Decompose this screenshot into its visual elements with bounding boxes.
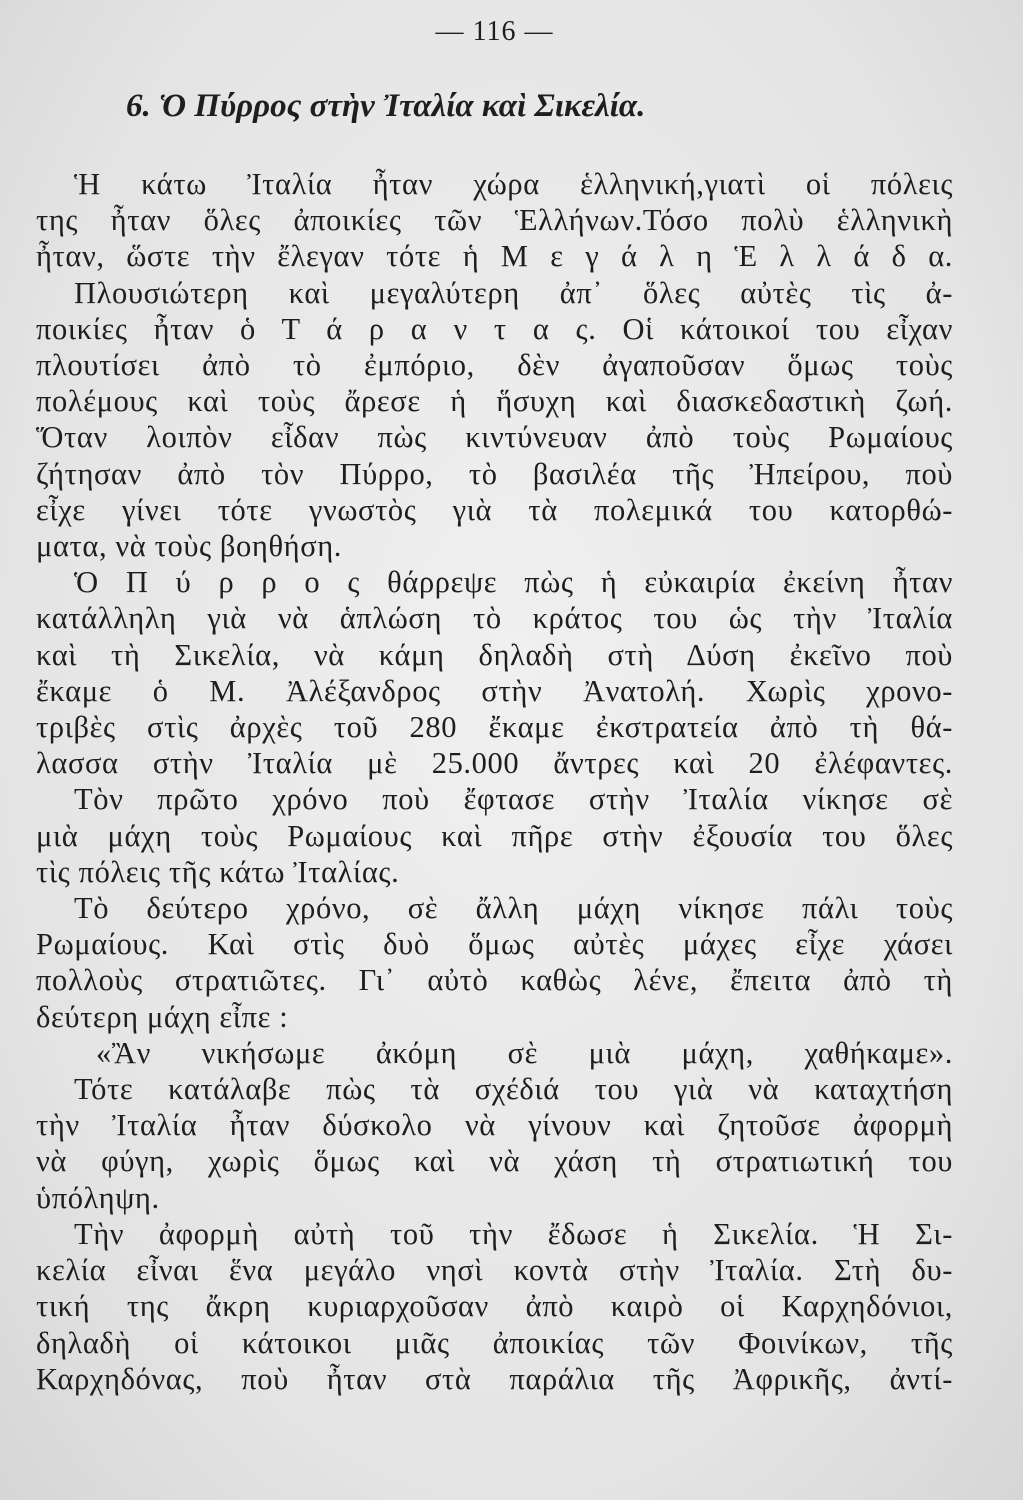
text-line: πολέμους καὶ τοὺς ἄρεσε ἡ ἥσυχη καὶ διασκεδαστικὴ ζωή. xyxy=(36,384,953,419)
text-line: λασσα στὴν Ἰταλία μὲ 25.000 ἄντρες καὶ 20 ἐλέφαντες. xyxy=(36,746,953,781)
text-line: Ρωμαίους. Καὶ στὶς δυὸ ὅμως αὐτὲς μάχες εἶχε χάσει xyxy=(36,927,953,962)
text-line: Ὁ Π ύ ρ ρ ο ς θάρρεψε πὼς ἡ εὐκαιρία ἐκείνη ἦταν xyxy=(74,565,953,600)
text-line: καὶ τὴ Σικελία, νὰ κάμη δηλαδὴ στὴ Δύση ἐκεῖνο ποὺ xyxy=(36,637,953,672)
text-line: τὶς πόλεις τῆς κάτω Ἰταλίας. xyxy=(36,854,400,889)
text-line: νὰ φύγη, χωρὶς ὅμως καὶ νὰ χάση τὴ στρατιωτική του xyxy=(36,1144,953,1179)
text-line: δεύτερη μάχη εἶπε : xyxy=(36,999,289,1034)
text-line: ματα, νὰ τοὺς βοηθήση. xyxy=(36,529,343,564)
text-line: Πλουσιώτερη καὶ μεγαλύτερη ἀπ᾽ ὅλες αὐτὲς τὶς ἀ- xyxy=(74,275,953,310)
page-number: — 116 — xyxy=(435,16,554,47)
text-line: εἶχε γίνει τότε γνωστὸς γιὰ τὰ πολεμικά του κατορθώ- xyxy=(36,492,953,527)
text-line: Τότε κατάλαβε πὼς τὰ σχέδιά του γιὰ νὰ καταχτήση xyxy=(74,1072,953,1107)
text-line: πλουτίσει ἀπὸ τὸ ἐμπόριο, δὲν ἀγαποῦσαν ὅμως τοὺς xyxy=(36,348,953,383)
text-line: τριβὲς στὶς ἀρχὲς τοῦ 280 ἔκαμε ἐκστρατεία ἀπὸ τὴ θά- xyxy=(36,710,953,745)
text-line: δηλαδὴ οἱ κάτοικοι μιᾶς ἀποικίας τῶν Φοινίκων, τῆς xyxy=(36,1325,953,1360)
text-line: Τὸ δεύτερο χρόνο, σὲ ἄλλη μάχη νίκησε πάλι τοὺς xyxy=(74,891,953,926)
chapter-title: 6. Ὁ Πύρρος στὴν Ἰταλία καὶ Σικελία. xyxy=(126,88,646,124)
text-line: της ἦταν ὅλες ἀποικίες τῶν Ἑλλήνων.Τόσο πολὺ ἑλληνικὴ xyxy=(36,203,953,238)
text-line: Καρχηδόνας, ποὺ ἦταν στὰ παράλια τῆς Ἀφρικῆς, ἀντί- xyxy=(36,1361,953,1396)
text-line: Ἡ κάτω Ἰταλία ἦταν χώρα ἑλληνική,γιατὶ οἱ πόλεις xyxy=(74,167,953,201)
text-line: τική της ἄκρη κυριαρχοῦσαν ἀπὸ καιρὸ οἱ Καρχηδόνιοι, xyxy=(36,1289,953,1324)
text-line: ἦταν, ὥστε τὴν ἔλεγαν τότε ἡ Μ ε γ ά λ η Ἑ λ λ ά δ α. xyxy=(36,239,953,274)
text-line: τὴν Ἰταλία ἦταν δύσκολο νὰ γίνουν καὶ ζητοῦσε ἀφορμὴ xyxy=(36,1108,953,1143)
text-line: Ὅταν λοιπὸν εἶδαν πὼς κιντύνευαν ἀπὸ τοὺς Ρωμαίους xyxy=(36,420,953,455)
text-line: Τὴν ἀφορμὴ αὐτὴ τοῦ τὴν ἔδωσε ἡ Σικελία. Ἡ Σι- xyxy=(74,1216,953,1251)
text-line: κελία εἶναι ἕνα μεγάλο νησὶ κοντὰ στὴν Ἰταλία. Στὴ δυ- xyxy=(36,1253,953,1288)
text-line: ἔκαμε ὁ Μ. Ἀλέξανδρος στὴν Ἀνατολή. Χωρὶς χρονο- xyxy=(36,673,953,708)
body-text xyxy=(36,166,953,1397)
text-line: «Ἂν νικήσωμε ἀκόμη σὲ μιὰ μάχη, χαθήκαμε». xyxy=(96,1035,953,1070)
text-line: ποικίες ἦταν ὁ Τ ά ρ α ν τ α ς. Οἱ κάτοικοί του εἶχαν xyxy=(36,311,953,346)
text-line: Τὸν πρῶτο χρόνο ποὺ ἔφτασε στὴν Ἰταλία νίκησε σὲ xyxy=(74,782,953,817)
text-line: κατάλληλη γιὰ νὰ ἁπλώση τὸ κράτος του ὡς τὴν Ἰταλία xyxy=(36,601,953,636)
text-line: πολλοὺς στρατιῶτες. Γι᾽ αὐτὸ καθὼς λένε, ἔπειτα ἀπὸ τὴ xyxy=(36,963,953,998)
text-line: ζήτησαν ἀπὸ τὸν Πύρρο, τὸ βασιλέα τῆς Ἠπείρου, ποὺ xyxy=(36,456,953,491)
text-line: ὑπόληψη. xyxy=(36,1180,160,1215)
text-line: μιὰ μάχη τοὺς Ρωμαίους καὶ πῆρε στὴν ἐξουσία του ὅλες xyxy=(36,818,953,853)
